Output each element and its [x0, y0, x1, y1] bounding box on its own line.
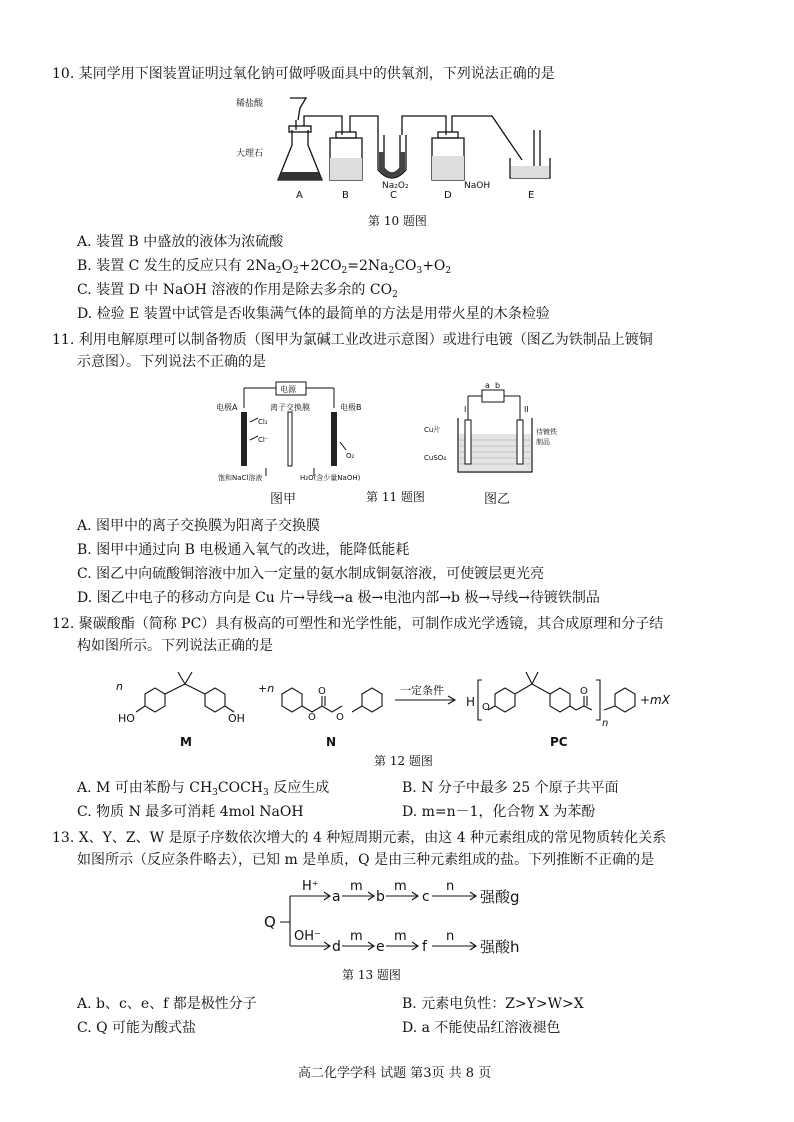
- q11-figure-jia: [214, 380, 364, 480]
- q12-caption: 第 12 题图: [374, 754, 433, 768]
- pole-i-label: I: [464, 405, 467, 414]
- q10-option-b: B. 装置 C 发生的反应只有 $2Na_2O_2+2CO_2=2Na_2CO_3+O_2$: [77, 258, 452, 276]
- n-label-2: n: [446, 929, 455, 944]
- label-E: E: [528, 190, 535, 201]
- q12-option-d: D. m=n－1，化合物 X 为苯酚: [402, 804, 596, 820]
- q13-stem-line2: 如图所示（反应条件略去），已知 m 是单质，Q 是由三种元素组成的盐。下列推断不正确的是: [77, 852, 655, 868]
- h-plus-label: H⁺: [302, 879, 319, 894]
- item-label: 待镀铁: [536, 428, 557, 436]
- q11-caption: 第 11 题图: [366, 490, 425, 504]
- naoh-label: NaOH: [464, 181, 491, 191]
- scheme-o2: O: [318, 686, 326, 697]
- m-label-4: m: [394, 929, 407, 944]
- cuso4-label: CuSO₄: [424, 454, 447, 462]
- label-D: D: [444, 190, 452, 201]
- label-PC: PC: [550, 735, 568, 749]
- e-label: e: [376, 939, 385, 955]
- label-B: B: [342, 190, 349, 201]
- o2-label: O₂: [346, 452, 355, 460]
- scheme-oh1: OH: [228, 712, 245, 725]
- q13-option-a: A. b、c、e、f 都是极性分子: [77, 996, 257, 1012]
- m-label-2: m: [394, 879, 407, 894]
- q11-stem-line1: 11. 利用电解原理可以制备物质（图甲为氯碱工业改进示意图）或进行电镀（图乙为铁制品上镀铜: [52, 332, 653, 348]
- cu-label: Cu片: [424, 426, 441, 434]
- acid-h-label: 强酸h: [480, 938, 520, 956]
- m-label-3: m: [350, 929, 363, 944]
- q13-option-b: B. 元素电负性：Z>Y>W>X: [402, 996, 584, 1012]
- q10-option-d: D. 检验 E 装置中试管是否收集满气体的最简单的方法是用带火星的木条检验: [77, 306, 550, 322]
- q12-stem-line2: 构如图所示。下列说法正确的是: [77, 638, 273, 654]
- label-C: C: [390, 190, 397, 201]
- q11-option-b: B. 图甲中通过向 B 电极通入氧气的改进，能降低能耗: [77, 542, 410, 558]
- q13-transformation-scheme: [262, 874, 552, 964]
- q11-caption-yi: 图乙: [484, 492, 511, 507]
- q13-caption: 第 13 题图: [342, 968, 401, 982]
- nacl-label: 饱和NaCl溶液: [218, 474, 263, 482]
- q11-option-a: A. 图甲中的离子交换膜为阳离子交换膜: [77, 518, 321, 534]
- scheme-plus-mx: +mX: [640, 693, 670, 707]
- q13-option-c: C. Q 可能为酸式盐: [77, 1020, 197, 1036]
- na2o2-label: Na₂O₂: [382, 181, 409, 191]
- scheme-plus-n: +n: [258, 682, 275, 695]
- q13-stem-line1: 13. X、Y、Z、W 是原子序数依次增大的 4 种短周期元素，由这 4 种元素组成的常见物质转化关系: [52, 830, 667, 846]
- c-label: c: [422, 889, 430, 905]
- q10-option-a: A. 装置 B 中盛放的液体为浓硫酸: [77, 234, 284, 250]
- q11-caption-jia: 图甲: [270, 492, 297, 507]
- marble-label: 大理石: [236, 149, 264, 159]
- scheme-h: H: [466, 695, 476, 709]
- acid-label: 稀盐酸: [236, 99, 264, 109]
- q10-apparatus-figure: [232, 90, 552, 200]
- scheme-o4: O: [482, 702, 490, 713]
- q10-stem: 10. 某同学用下图装置证明过氧化钠可做呼吸面具中的供氧剂，下列说法正确的是: [52, 66, 555, 82]
- cl2-label: Cl₂: [258, 418, 268, 426]
- label-A: A: [296, 190, 303, 201]
- page-footer: 高二化学学科 试题 第3页 共 8 页: [298, 1066, 492, 1081]
- m-label-1: m: [350, 879, 363, 894]
- oh-minus-label: OH⁻: [294, 929, 321, 944]
- scheme-condition: 一定条件: [400, 684, 444, 697]
- q10-option-c: C. 装置 D 中 NaOH 溶液的作用是除去多余的 $CO_2$: [77, 282, 398, 300]
- electrode-b-label: 电极B: [340, 403, 362, 412]
- q13-option-d: D. a 不能使品红溶液褪色: [402, 1020, 561, 1036]
- a-label: a: [332, 889, 341, 905]
- pole-a-label: a: [485, 381, 490, 390]
- scheme-o3: O: [336, 712, 344, 723]
- label-N: N: [326, 735, 337, 749]
- power-label: 电源: [280, 385, 296, 394]
- q12-reaction-scheme: [110, 660, 690, 750]
- q11-figure-yi: [424, 380, 557, 480]
- q12-option-a: A. M 可由苯酚与 $CH_3COCH_3$ 反应生成: [77, 780, 330, 798]
- q10-caption: 第 10 题图: [368, 214, 427, 228]
- scheme-n-sub: n: [602, 718, 609, 729]
- scheme-o5: O: [580, 686, 588, 697]
- q11-option-c: C. 图乙中向硫酸铜溶液中加入一定量的氨水制成铜氨溶液，可使镀层更光亮: [77, 566, 545, 582]
- pole-ii-label: II: [524, 405, 529, 414]
- electrode-a-label: 电极A: [216, 403, 238, 412]
- scheme-o1: O: [308, 712, 316, 723]
- water-label: H₂O(含少量NaOH): [300, 474, 361, 482]
- d-label: d: [332, 939, 341, 955]
- q12-stem-line1: 12. 聚碳酸酯（简称 PC）具有极高的可塑性和光学性能，可制作成光学透镜，其合成原理和分子结: [52, 616, 664, 632]
- q11-option-d: D. 图乙中电子的移动方向是 Cu 片→导线→a 极→电池内部→b 极→导线→待镀铁制品: [77, 590, 600, 606]
- b-label: b: [376, 889, 385, 905]
- q12-option-b: B. N 分子中最多 25 个原子共平面: [402, 780, 619, 796]
- q-label: Q: [264, 913, 276, 931]
- membrane-label: 离子交换膜: [270, 403, 310, 412]
- label-M: M: [180, 735, 192, 749]
- q12-option-c: C. 物质 N 最多可消耗 4mol NaOH: [77, 804, 304, 820]
- pole-b-label: b: [495, 381, 501, 390]
- f-label: f: [422, 939, 427, 955]
- scheme-ho1: HO: [118, 712, 135, 725]
- cl-label: Cl⁻: [258, 436, 269, 444]
- item-label-2: 制品: [536, 438, 550, 446]
- n-label-1: n: [446, 879, 455, 894]
- q11-stem-line2: 示意图）。下列说法不正确的是: [77, 354, 266, 370]
- scheme-n1: n: [116, 680, 123, 693]
- acid-g-label: 强酸g: [480, 888, 520, 906]
